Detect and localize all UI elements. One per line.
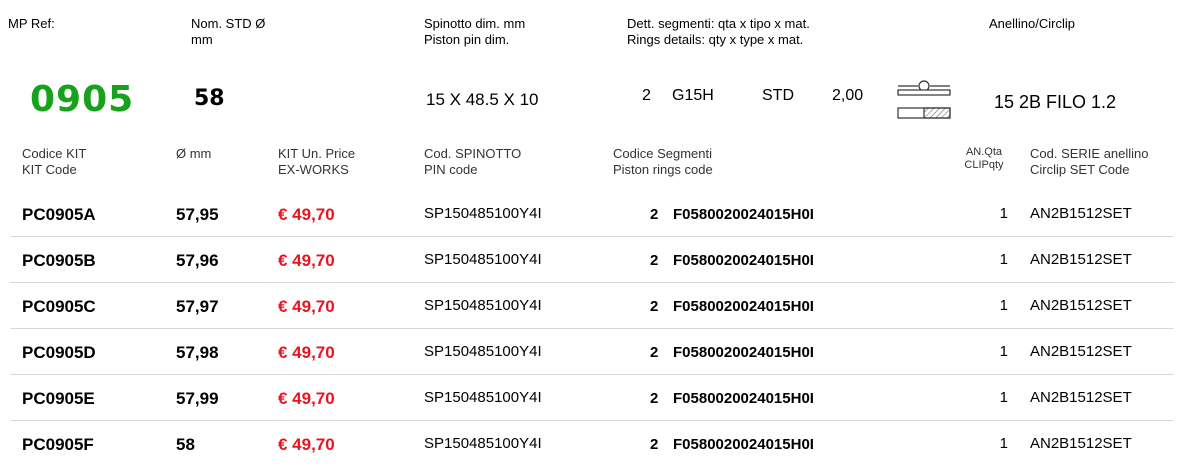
- price-cell: € 49,70: [278, 297, 335, 316]
- col-kit-code-line2: KIT Code: [22, 162, 77, 177]
- circlip-set-cell: AN2B1512SET: [1030, 251, 1132, 268]
- ring-qty-value: 2: [642, 87, 651, 104]
- ring-qty-cell: 2: [650, 344, 659, 361]
- pin-dim-label-line1: Spinotto dim. mm: [424, 16, 526, 31]
- rings-detail-label: [627, 16, 810, 48]
- col-circlip-set: [1030, 146, 1149, 178]
- pin-code-cell: SP150485100Y4I: [424, 389, 542, 406]
- col-pin-code: [424, 146, 521, 178]
- col-clip-qty-line2: CLIPqty: [964, 159, 1004, 171]
- diameter-cell: 57,99: [176, 389, 219, 408]
- table-row: [0, 333, 1178, 379]
- mp-ref-label: MP Ref:: [8, 16, 55, 31]
- rings-code-cell: F0580020024015H0I: [673, 390, 814, 407]
- clip-qty-cell: 1: [999, 297, 1008, 314]
- circlip-set-cell: AN2B1512SET: [1030, 343, 1132, 360]
- rings-code-cell: F0580020024015H0I: [673, 436, 814, 453]
- kit-code-cell: PC0905D: [22, 343, 96, 362]
- pin-dim-label-line2: Piston pin dim.: [424, 32, 510, 47]
- kit-code-cell: PC0905F: [22, 435, 94, 454]
- nom-std-label-line1: Nom. STD Ø: [191, 16, 266, 31]
- mp-ref-value: 0905: [30, 79, 135, 120]
- price-cell: € 49,70: [278, 389, 335, 408]
- diameter-cell: 57,95: [176, 205, 219, 224]
- row-divider: [10, 374, 1174, 375]
- col-pin-code-line2: PIN code: [424, 162, 478, 177]
- col-kit-code: [22, 146, 86, 178]
- col-rings-code-line1: Codice Segmenti: [613, 146, 712, 161]
- col-kit-code-line1: Codice KIT: [22, 146, 87, 161]
- col-pin-code-line1: Cod. SPINOTTO: [424, 146, 522, 161]
- row-divider: [10, 328, 1174, 329]
- col-rings-code-line2: Piston rings code: [613, 162, 713, 177]
- clip-qty-cell: 1: [999, 389, 1008, 406]
- pin-code-cell: SP150485100Y4I: [424, 205, 542, 222]
- piston-ring-icon: [896, 78, 952, 122]
- table-row: [0, 287, 1178, 333]
- diameter-cell: 57,97: [176, 297, 219, 316]
- pin-dim-value: 15 X 48.5 X 10: [426, 90, 539, 109]
- rings-code-cell: F0580020024015H0I: [673, 206, 814, 223]
- ring-type-value: G15H: [672, 87, 714, 104]
- col-diameter-line1: Ø mm: [176, 146, 212, 161]
- diameter-cell: 58: [176, 435, 195, 454]
- ring-qty-cell: 2: [650, 436, 659, 453]
- col-clip-qty-line1: AN.Qta: [965, 146, 1003, 158]
- circlip-set-cell: AN2B1512SET: [1030, 205, 1132, 222]
- pin-code-cell: SP150485100Y4I: [424, 251, 542, 268]
- circlip-value: 15 2B FILO 1.2: [994, 92, 1117, 112]
- ring-std-value: STD: [762, 87, 794, 104]
- ring-qty-cell: 2: [650, 252, 659, 269]
- circlip-set-cell: AN2B1512SET: [1030, 389, 1132, 406]
- price-cell: € 49,70: [278, 435, 335, 454]
- circlip-set-cell: AN2B1512SET: [1030, 297, 1132, 314]
- rings-code-cell: F0580020024015H0I: [673, 252, 814, 269]
- nom-std-label: [191, 16, 265, 48]
- nom-std-label-line2: mm: [191, 32, 213, 47]
- clip-qty-cell: 1: [999, 435, 1008, 452]
- circlip-set-cell: AN2B1512SET: [1030, 435, 1132, 452]
- rings-detail-label-line2: Rings details: qty x type x mat.: [627, 32, 804, 47]
- clip-qty-cell: 1: [999, 251, 1008, 268]
- col-rings-code: [613, 146, 713, 178]
- clip-qty-cell: 1: [999, 205, 1008, 222]
- pin-code-cell: SP150485100Y4I: [424, 297, 542, 314]
- ring-mat-value: 2,00: [832, 87, 864, 104]
- col-diameter: [176, 146, 211, 162]
- ring-qty-cell: 2: [650, 206, 659, 223]
- clip-qty-cell: 1: [999, 343, 1008, 360]
- rings-code-cell: F0580020024015H0I: [673, 298, 814, 315]
- row-divider: [10, 236, 1174, 237]
- row-divider: [10, 282, 1174, 283]
- price-cell: € 49,70: [278, 251, 335, 270]
- kit-code-cell: PC0905B: [22, 251, 96, 270]
- kit-code-cell: PC0905A: [22, 205, 96, 224]
- price-cell: € 49,70: [278, 205, 335, 224]
- kit-code-cell: PC0905E: [22, 389, 95, 408]
- diameter-cell: 57,96: [176, 251, 219, 270]
- pin-dim-label: [424, 16, 525, 48]
- col-circlip-set-line2: Circlip SET Code: [1030, 162, 1130, 177]
- circlip-label: Anellino/Circlip: [989, 16, 1075, 31]
- pin-code-cell: SP150485100Y4I: [424, 343, 542, 360]
- col-price-line2: EX-WORKS: [278, 162, 349, 177]
- table-row: [0, 195, 1178, 241]
- nom-std-value: 58: [194, 86, 225, 111]
- diameter-cell: 57,98: [176, 343, 219, 362]
- pin-code-cell: SP150485100Y4I: [424, 435, 542, 452]
- col-price-line1: KIT Un. Price: [278, 146, 356, 161]
- kit-code-cell: PC0905C: [22, 297, 96, 316]
- rings-detail-label-line1: Dett. segmenti: qta x tipo x mat.: [627, 16, 810, 31]
- table-row: [0, 241, 1178, 287]
- ring-qty-cell: 2: [650, 390, 659, 407]
- rings-code-cell: F0580020024015H0I: [673, 344, 814, 361]
- col-clip-qty: [960, 146, 1008, 172]
- table-row: [0, 379, 1178, 425]
- col-price: [278, 146, 355, 178]
- table-row: [0, 425, 1178, 471]
- price-cell: € 49,70: [278, 343, 335, 362]
- row-divider: [10, 420, 1174, 421]
- ring-qty-cell: 2: [650, 298, 659, 315]
- col-circlip-set-line1: Cod. SERIE anellino: [1030, 146, 1149, 161]
